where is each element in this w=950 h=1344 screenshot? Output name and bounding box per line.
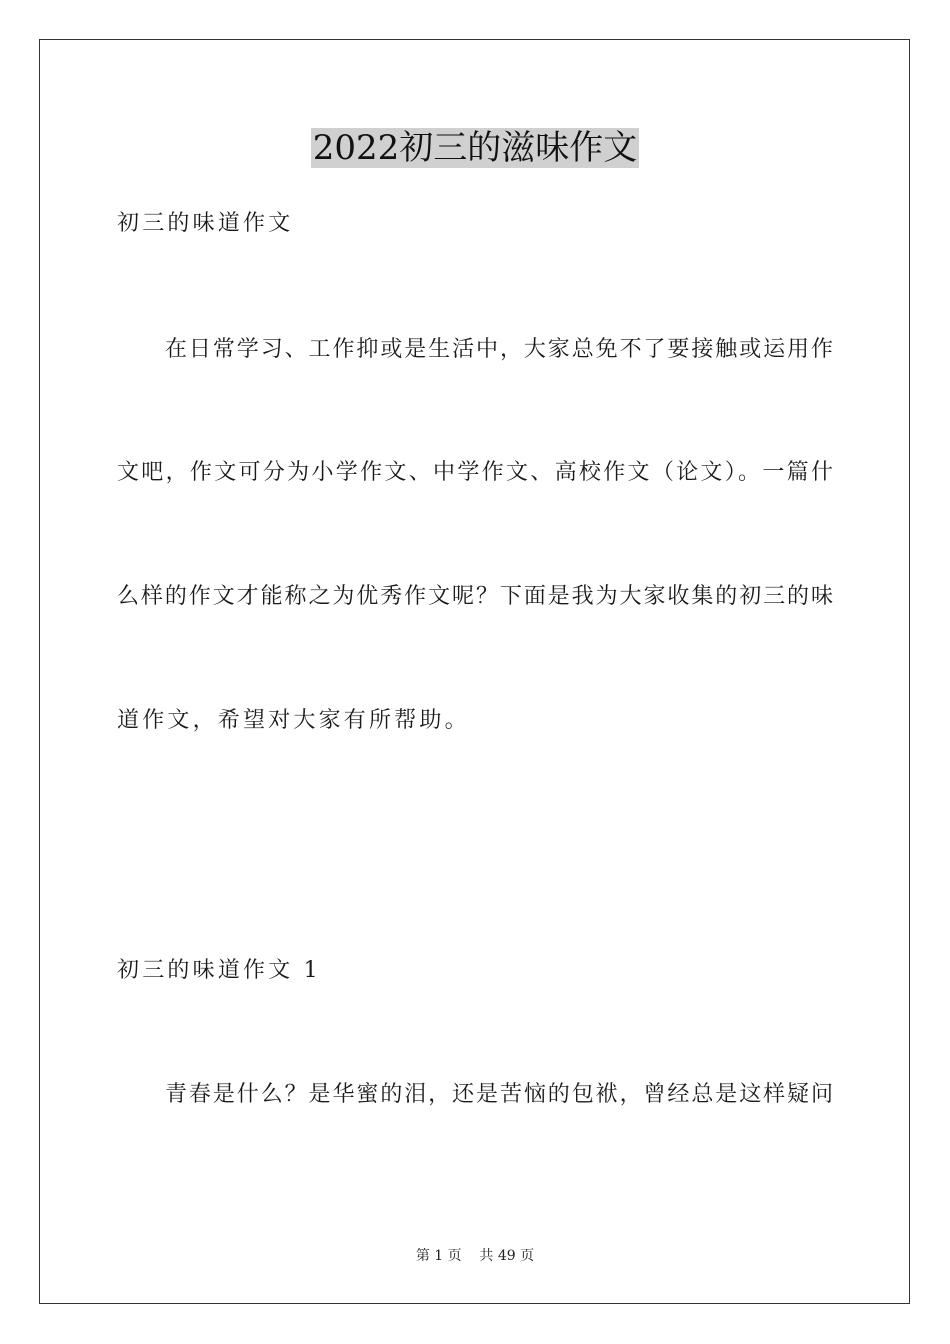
document-title-text: 2022初三的滋味作文 <box>312 128 638 168</box>
intro-line-1: 在日常学习、工作抑或是生活中，大家总免不了要接触或运用作 <box>165 337 833 362</box>
document-title <box>0 128 950 168</box>
section-heading: 初三的味道作文 1 <box>117 958 321 983</box>
intro-line-3: 么样的作文才能称之为优秀作文呢？下面是我为大家收集的初三的味 <box>117 584 833 609</box>
intro-line-2: 文吧，作文可分为小学作文、中学作文、高校作文（论文）。一篇什 <box>117 460 833 485</box>
document-subtitle: 初三的味道作文 <box>117 211 294 236</box>
intro-line-4: 道作文，希望对大家有所帮助。 <box>117 708 470 733</box>
page-number-footer: 第 1 页 共 49 页 <box>415 1248 535 1264</box>
section-line-1: 青春是什么？是华蜜的泪，还是苦恼的包袱，曾经总是这样疑问 <box>165 1082 833 1107</box>
